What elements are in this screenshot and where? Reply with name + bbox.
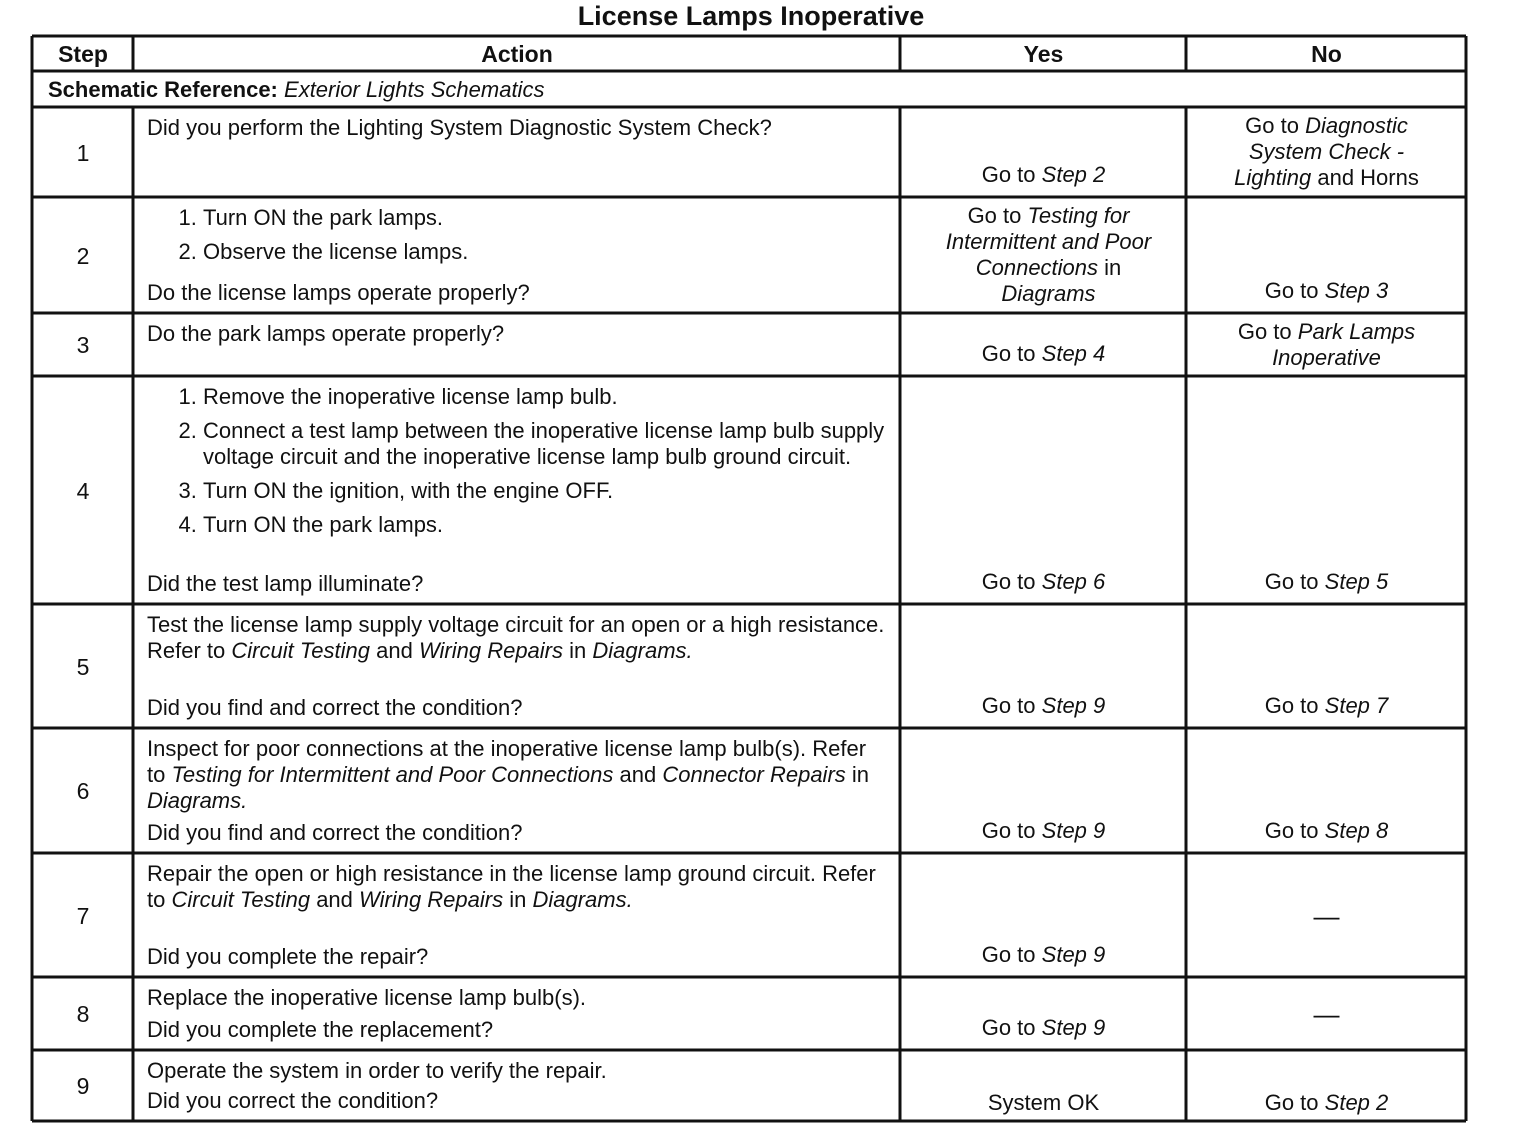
- go-to-label: Go to: [1264, 818, 1319, 843]
- no-cell[interactable]: [1188, 315, 1465, 375]
- question: Did the test lamp illuminate?: [147, 571, 424, 596]
- no-cell[interactable]: [1188, 730, 1465, 852]
- question: Did you complete the replacement?: [147, 1017, 494, 1042]
- no-link[interactable]: Diagnostic System Check - Lighting: [1234, 113, 1408, 190]
- step-number: 4: [76, 477, 90, 504]
- go-to-label: Go to: [981, 162, 1036, 187]
- ref-doc[interactable]: Diagrams.: [592, 638, 693, 663]
- go-to-label: Go to: [981, 341, 1036, 366]
- yes-link[interactable]: Step 9: [1041, 693, 1106, 718]
- schematic-link[interactable]: Exterior Lights Schematics: [284, 77, 545, 102]
- schematic-label: Schematic Reference:: [48, 77, 278, 102]
- ref-link[interactable]: Testing for Intermittent and Poor Connections: [171, 762, 614, 787]
- question: Do the park lamps operate properly?: [147, 321, 505, 346]
- action-text: Inspect for poor connections at the inoperative license lamp bulb(s). Refer to Testing for Intermittent and Poor Connections and Connector Repairs in Diagrams.: [147, 736, 870, 813]
- yes-cell[interactable]: [902, 979, 1185, 1049]
- step-number: 5: [76, 653, 90, 680]
- action-cell: [135, 109, 899, 196]
- go-to-label: Go to: [1245, 113, 1299, 138]
- action-steps: [147, 205, 889, 273]
- ref-doc[interactable]: Diagrams.: [147, 788, 248, 813]
- action-text: Operate the system in order to verify the repair.: [147, 1058, 607, 1083]
- action-cell: [135, 1052, 899, 1120]
- step-number: 9: [76, 1073, 90, 1099]
- yes-cell[interactable]: [902, 109, 1185, 196]
- yes-doc[interactable]: Diagrams: [1001, 281, 1096, 306]
- action-cell: [135, 378, 899, 603]
- go-to-label: Go to: [981, 569, 1036, 594]
- yes-text: System OK: [987, 1090, 1100, 1115]
- yes-link[interactable]: Testing for Intermittent and Poor Connections: [945, 203, 1152, 280]
- no-cell-empty: —: [1313, 999, 1340, 1029]
- ref-doc[interactable]: Diagrams.: [532, 887, 633, 912]
- yes-link[interactable]: Step 4: [1041, 341, 1106, 366]
- action-steps: [147, 384, 889, 546]
- yes-link[interactable]: Step 6: [1041, 569, 1106, 594]
- ref-link[interactable]: Wiring Repairs: [418, 638, 564, 663]
- header-step: Step: [58, 41, 108, 67]
- action-text: Repair the open or high resistance in the license lamp ground circuit. Refer to Circuit Testing and Wiring Repairs in Diagrams.: [147, 861, 876, 912]
- step-number: 3: [76, 332, 90, 358]
- yes-cell: [902, 1052, 1185, 1120]
- action-text: Test the license lamp supply voltage circuit for an open or a high resistance. Refer to Circuit Testing and Wiring Repairs in Diagrams.: [147, 612, 885, 663]
- no-link[interactable]: Step 7: [1324, 693, 1389, 718]
- go-to-label: Go to: [981, 818, 1036, 843]
- header-yes: Yes: [1023, 41, 1064, 67]
- action-cell: [135, 606, 899, 727]
- no-cell-empty: —: [1313, 900, 1340, 931]
- ref-link[interactable]: Circuit Testing: [171, 887, 311, 912]
- no-tail: and Horns: [1317, 165, 1419, 190]
- no-link[interactable]: Step 3: [1324, 278, 1389, 303]
- action-cell: [135, 855, 899, 976]
- yes-link[interactable]: Step 9: [1041, 942, 1106, 967]
- action-cell: [135, 730, 899, 852]
- ref-link[interactable]: Connector Repairs: [662, 762, 846, 787]
- step-number: 7: [76, 902, 90, 929]
- list-item: 4. Turn ON the park lamps.: [203, 512, 889, 538]
- no-cell[interactable]: [1188, 1052, 1465, 1120]
- no-cell[interactable]: [1188, 199, 1465, 312]
- yes-cell[interactable]: [902, 606, 1185, 727]
- yes-cell[interactable]: [902, 199, 1185, 312]
- go-to-label: Go to: [981, 942, 1036, 967]
- list-item: 3. Turn ON the ignition, with the engine OFF.: [203, 478, 889, 504]
- go-to-label: Go to: [1264, 569, 1319, 594]
- no-link[interactable]: Step 5: [1324, 569, 1389, 594]
- yes-cell[interactable]: [902, 315, 1185, 375]
- action-text: Replace the inoperative license lamp bulb(s).: [147, 985, 587, 1010]
- yes-cell[interactable]: [902, 855, 1185, 976]
- ref-link[interactable]: Wiring Repairs: [359, 887, 504, 912]
- step-number: 1: [76, 139, 90, 166]
- question: Did you complete the repair?: [147, 944, 429, 969]
- schematic-reference: [48, 75, 1448, 105]
- question: Did you find and correct the condition?: [147, 820, 523, 845]
- action-cell: [135, 979, 899, 1049]
- go-to-label: Go to: [1264, 1090, 1319, 1115]
- list-item: 2. Connect a test lamp between the inoperative license lamp bulb supply voltage circuit and the inoperative license lamp bulb ground circuit.: [203, 418, 889, 470]
- no-link[interactable]: Step 2: [1324, 1090, 1389, 1115]
- question: Did you correct the condition?: [147, 1088, 439, 1113]
- go-to-label: Go to: [1264, 693, 1319, 718]
- list-item: 1. Remove the inoperative license lamp bulb.: [203, 384, 889, 410]
- yes-cell[interactable]: [902, 730, 1185, 852]
- go-to-label: Go to: [981, 1015, 1036, 1040]
- go-to-label: Go to: [1237, 319, 1292, 344]
- in-label: in: [1104, 255, 1122, 280]
- action-cell: [135, 315, 899, 375]
- question: Did you find and correct the condition?: [147, 695, 523, 720]
- page-title: License Lamps Inoperative: [577, 1, 925, 31]
- no-link[interactable]: Park Lamps Inoperative: [1272, 319, 1416, 370]
- list-item: 1. Turn ON the park lamps.: [203, 205, 889, 231]
- yes-link[interactable]: Step 9: [1041, 1015, 1106, 1040]
- yes-cell[interactable]: [902, 378, 1185, 603]
- step-number: 6: [76, 778, 90, 804]
- list-item: 2. Observe the license lamps.: [203, 239, 889, 265]
- yes-link[interactable]: Step 2: [1041, 162, 1106, 187]
- header-no: No: [1311, 41, 1342, 67]
- go-to-label: Go to: [967, 203, 1022, 228]
- ref-link[interactable]: Circuit Testing: [231, 638, 370, 663]
- no-cell[interactable]: [1188, 606, 1465, 727]
- no-cell[interactable]: [1188, 378, 1465, 603]
- go-to-label: Go to: [981, 693, 1036, 718]
- go-to-label: Go to: [1264, 278, 1319, 303]
- question: Do the license lamps operate properly?: [147, 280, 530, 305]
- no-link[interactable]: Step 8: [1324, 818, 1389, 843]
- action-cell: [135, 199, 899, 312]
- step-number: 8: [76, 1001, 90, 1027]
- yes-link[interactable]: Step 9: [1041, 818, 1106, 843]
- question: Did you perform the Lighting System Diagnostic System Check?: [147, 115, 772, 140]
- step-number: 2: [76, 242, 90, 269]
- header-action: Action: [481, 41, 553, 67]
- no-cell[interactable]: [1188, 109, 1465, 196]
